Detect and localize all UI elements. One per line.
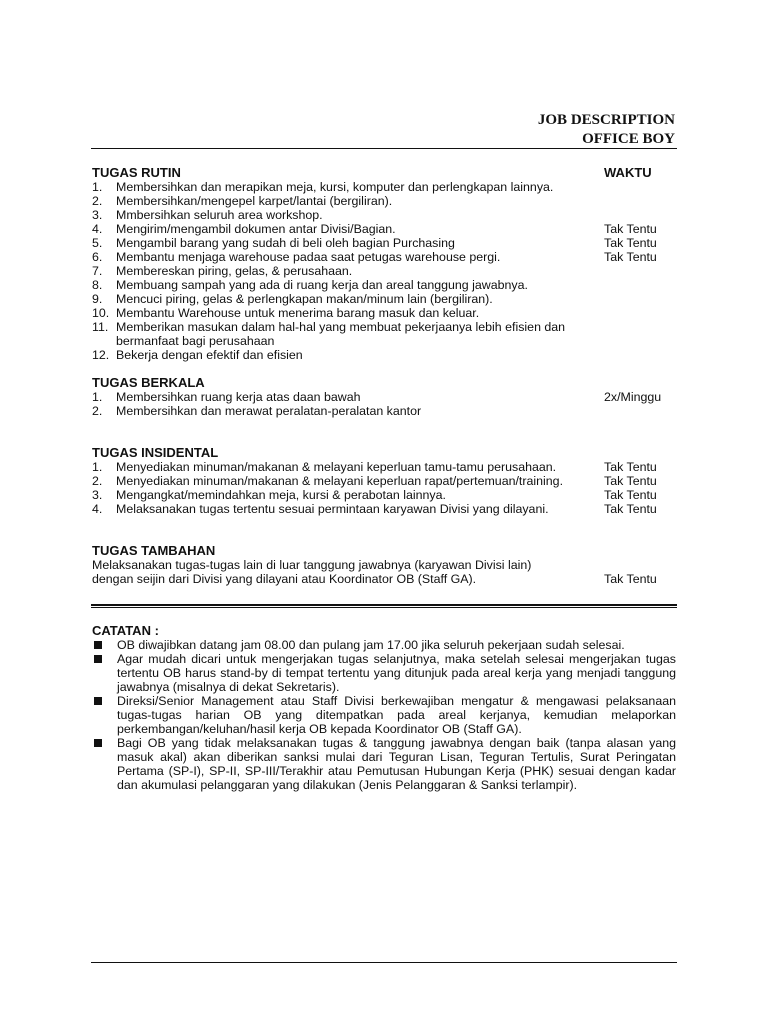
task-number: 5. — [92, 236, 103, 250]
section-heading — [92, 166, 676, 180]
header-divider — [91, 148, 677, 149]
note-text: Agar mudah dicari untuk mengerjakan tugas selanjutnya, maka setelah selesai mengerjakan tugas tertentu OB harus stand-by di tempat tertentu yang ditunjuk pada areal kerja yang menjadi tanggung jawabnya (misalnya di dekat Sekretaris). — [117, 652, 676, 694]
note-text: Direksi/Senior Management atau Staff Divisi berkewajiban mengatur & mengawasi pelaksanaan tugas-tugas harian OB yang ditempatkan pada areal kerjanya, kemudian melaporkan perkembangan/keluhan/hasil kerja OB kepada Koordinator OB (Staff GA). — [117, 694, 676, 736]
task-number: 4. — [92, 222, 103, 236]
note-item — [92, 694, 676, 736]
task-item — [92, 292, 676, 306]
document-header — [538, 111, 675, 149]
task-text: Mengangkat/memindahkan meja, kursi & perabotan lainnya. — [116, 488, 446, 502]
task-number: 1. — [92, 460, 103, 474]
task-number: 2. — [92, 194, 103, 208]
task-text: Membereskan piring, gelas, & perusahaan. — [116, 264, 353, 278]
task-item — [92, 348, 676, 362]
task-text: Membersihkan dan merapikan meja, kursi, komputer dan perlengkapan lainnya. — [116, 180, 554, 194]
task-item — [92, 250, 676, 264]
task-text: Membersihkan ruang kerja atas daan bawah — [116, 390, 361, 404]
note-item — [92, 736, 676, 792]
task-time — [604, 348, 676, 362]
task-number: 4. — [92, 502, 103, 516]
task-number: 7. — [92, 264, 103, 278]
footer-divider — [91, 962, 677, 963]
section-tugas-insidental — [92, 446, 676, 516]
task-time: Tak Tentu — [604, 502, 657, 516]
task-number: 2. — [92, 474, 103, 488]
task-time — [604, 306, 676, 320]
task-item — [92, 474, 676, 488]
section-catatan — [92, 624, 676, 792]
task-item — [92, 222, 676, 236]
task-time — [604, 292, 676, 306]
task-item — [92, 320, 676, 348]
section-title: TUGAS TAMBAHAN — [92, 543, 216, 558]
task-time: Tak Tentu — [604, 250, 657, 264]
task-text: Mengambil barang yang sudah di beli oleh bagian Purchasing — [116, 236, 455, 250]
task-time: Tak Tentu — [604, 488, 657, 502]
task-item — [92, 390, 676, 404]
task-time — [604, 404, 676, 418]
task-item — [92, 502, 676, 516]
task-text: Memberikan masukan dalam hal-hal yang membuat pekerjaanya lebih efisien dan bermanfaat bagi perusahaan — [116, 320, 566, 348]
task-time: Tak Tentu — [604, 474, 657, 488]
task-list — [92, 460, 676, 516]
task-text: Membersihkan dan merawat peralatan-peralatan kantor — [116, 404, 422, 418]
square-bullet-icon — [94, 697, 102, 705]
task-number: 3. — [92, 208, 103, 222]
task-list — [92, 390, 676, 418]
column-label-waktu: WAKTU — [604, 165, 652, 180]
task-number: 2. — [92, 404, 103, 418]
section-title: TUGAS BERKALA — [92, 375, 205, 390]
task-text: Mencuci piring, gelas & perlengkapan makan/minum lain (bergiliran). — [116, 292, 493, 306]
task-text: Mengirim/mengambil dokumen antar Divisi/Bagian. — [116, 222, 396, 236]
task-item — [92, 306, 676, 320]
task-text: Membantu Warehouse untuk menerima barang masuk dan keluar. — [116, 306, 480, 320]
task-number: 6. — [92, 250, 103, 264]
section-tugas-berkala — [92, 376, 676, 418]
task-item — [92, 208, 676, 222]
task-item — [92, 264, 676, 278]
task-number: 1. — [92, 390, 103, 404]
task-number: 3. — [92, 488, 103, 502]
task-text: Membersihkan/mengepel karpet/lantai (bergiliran). — [116, 194, 393, 208]
task-time: Tak Tentu — [604, 572, 657, 586]
task-time — [604, 208, 676, 222]
task-number: 1. — [92, 180, 103, 194]
task-list — [92, 180, 676, 362]
note-item — [92, 638, 676, 652]
note-text: Bagi OB yang tidak melaksanakan tugas & tanggung jawabnya dengan baik (tanpa alasan yang masuk akal) akan diberikan sanksi mulai dari Teguran Lisan, Teguran Tertulis, Surat Peringatan Pertama (SP-I), SP-II, SP-III/Terakhir atau Pemutusan Hubungan Kerja (PHK) sesuai dengan kadar dan akumulasi pelanggaran yang dilakukan (Jenis Pelanggaran & Sanksi terlampir). — [117, 736, 676, 792]
task-time — [604, 180, 676, 194]
task-item — [92, 180, 676, 194]
section-title: TUGAS INSIDENTAL — [92, 445, 219, 460]
task-time — [604, 194, 676, 208]
tambahan-line-1: Melaksanakan tugas-tugas lain di luar tanggung jawabnya (karyawan Divisi lain) — [92, 558, 532, 572]
notes-title: CATATAN : — [92, 623, 159, 638]
square-bullet-icon — [94, 739, 102, 747]
tambahan-line-2-row — [92, 572, 676, 586]
section-divider-thin — [91, 607, 677, 608]
note-item — [92, 652, 676, 694]
task-number: 8. — [92, 278, 103, 292]
section-divider — [91, 604, 677, 606]
notes-list — [92, 638, 676, 792]
task-item — [92, 278, 676, 292]
task-item — [92, 194, 676, 208]
task-number: 9. — [92, 292, 103, 306]
task-text: Membantu menjaga warehouse padaa saat petugas warehouse pergi. — [116, 250, 501, 264]
task-time: Tak Tentu — [604, 460, 657, 474]
task-number: 11. — [92, 320, 109, 334]
section-tugas-rutin — [92, 166, 676, 362]
task-item — [92, 236, 676, 250]
document-subtitle: OFFICE BOY — [582, 131, 675, 147]
task-text: Melaksanakan tugas tertentu sesuai permintaan karyawan Divisi yang dilayani. — [116, 502, 549, 516]
note-text: OB diwajibkan datang jam 08.00 dan pulang jam 17.00 jika seluruh pekerjaan sudah selesai. — [117, 638, 625, 652]
task-text: Mmbersihkan seluruh area workshop. — [116, 208, 323, 222]
task-text: Menyediakan minuman/makanan & melayani keperluan rapat/pertemuan/training. — [116, 474, 564, 488]
task-text: Bekerja dengan efektif dan efisien — [116, 348, 303, 362]
task-time: 2x/Minggu — [604, 390, 662, 404]
square-bullet-icon — [94, 641, 102, 649]
task-text: Membuang sampah yang ada di ruang kerja dan areal tanggung jawabnya. — [116, 278, 528, 292]
task-time — [604, 264, 676, 278]
task-item — [92, 404, 676, 418]
task-time — [604, 278, 676, 292]
square-bullet-icon — [94, 655, 102, 663]
task-item — [92, 488, 676, 502]
task-number: 10. — [92, 306, 110, 320]
section-tugas-tambahan — [92, 544, 676, 586]
tambahan-line-2: dengan seijin dari Divisi yang dilayani atau Koordinator OB (Staff GA). — [92, 572, 477, 586]
document-title: JOB DESCRIPTION — [537, 112, 675, 128]
task-item — [92, 460, 676, 474]
task-text: Menyediakan minuman/makanan & melayani keperluan tamu-tamu perusahaan. — [116, 460, 557, 474]
task-number: 12. — [92, 348, 110, 362]
section-title: TUGAS RUTIN — [92, 165, 181, 180]
task-time: Tak Tentu — [604, 222, 657, 236]
task-time — [604, 320, 676, 348]
task-time: Tak Tentu — [604, 236, 657, 250]
